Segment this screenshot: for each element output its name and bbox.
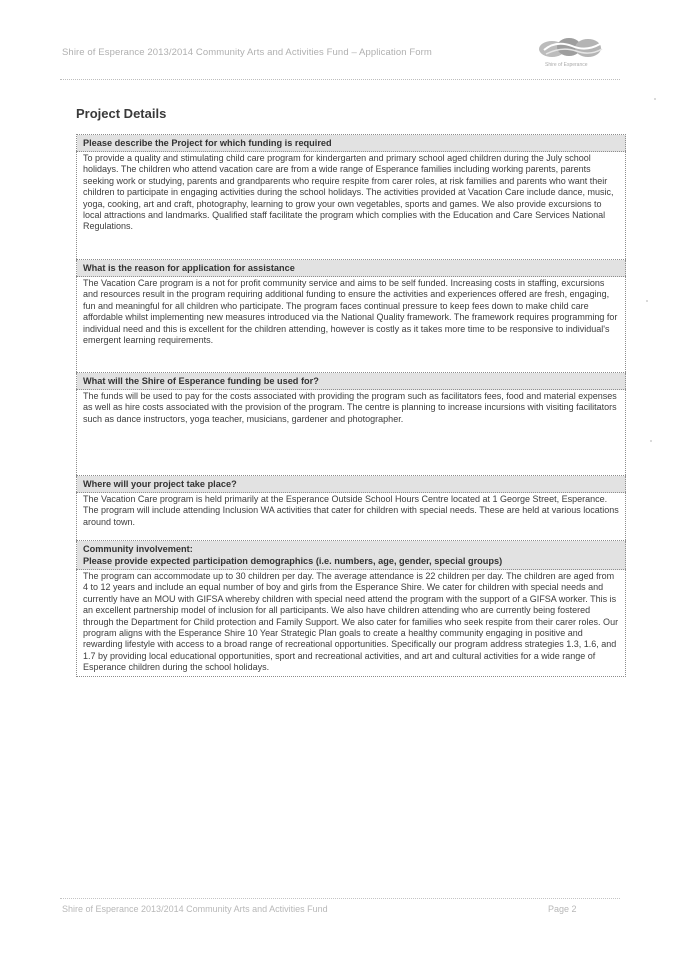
question-funding-use: What will the Shire of Esperance funding be used for?	[77, 373, 626, 390]
answer-community-involvement: The program can accommodate up to 30 children per day. The average attendance is 22 children per day. The children are aged from 4 to 12 years and include an equal number of boy and girls from the Esperance Shire. We cater for children with special needs and currently have an MOU with GIFSA whereby children with special need attend the program with the support of a GIFSA worker. This is an excellent partnership model of inclusion for all participants. We also have children attending who are currently being fostered through the Department for Child protection and Family Support. We also cater for families who seek respite from their carer roles. Our program aligns with the Esperance Shire 10 Year Strategic Plan goals to create a healthy community engaging in positive and rewarding lifestyle with access to a broad range of recreational opportunities. Specifically our program address strategies 1.3, 1.6, and 1.7 by providing local educational opportunities, sport and recreational activities, and art and cultural activities for a wide range of Esperance children during the school holidays.	[83, 571, 619, 673]
answer-funding-use: The funds will be used to pay for the costs associated with providing the program such as facilitators fees, food and material expenses as well as hire costs associated with the provision of the program. The centre is planning to increase incursions with visiting facilitators such as dance instructors, yoga teacher, musicians, gardener and photographer.	[77, 390, 626, 476]
answer-project-description: To provide a quality and stimulating child care program for kindergarten and primary school aged children during the July school holidays. The children who attend vacation care are from a wide range of Esperance families including working parents, parents seeking work or studying, parents and grandparents who require respite from carer roles, at risk families and parents who want their children to participate in engaging activities during the school holidays. The activities provided at Vacation Care include dance, music, yoga, cooking, art and craft, photography, learning to grow your own vegetables, sports and games. We also provide excursions to local attractions and landmarks. Qualified staff facilitate the program which complies with the Education and Care Services National Regulations.	[77, 152, 626, 260]
section-title: Project Details	[76, 106, 167, 121]
scan-speck	[654, 98, 656, 100]
question-community-involvement	[77, 541, 626, 570]
question-community-involvement-line2: Please provide expected participation demographics (i.e. numbers, age, gender, special groups)	[83, 556, 503, 566]
question-community-involvement-line1: Community involvement:	[83, 544, 193, 554]
scan-speck	[646, 300, 648, 302]
footer-divider	[60, 898, 620, 899]
answer-reason-for-application: The Vacation Care program is a not for profit community service and aims to be self funded. Increasing costs in staffing, excursions and resources result in the program requiring additional funding to ensure the activities and experiences offered are fresh, engaging, fun and meaningful for all children who participate. The program faces continual pressure to keep fees down to make child care affordable whilst implementing new measures introduced via the National Quality framework. The framework requires programming for individual need and this is excellent for the children attending, however is costly as it takes more time to be responsive to individual's emergent learning requirements.	[77, 277, 626, 373]
page-number: Page 2	[548, 904, 577, 914]
header-title: Shire of Esperance 2013/2014 Community Arts and Activities Fund – Application Form	[62, 47, 432, 58]
project-details-table	[76, 134, 626, 677]
answer-project-location: The Vacation Care program is held primarily at the Esperance Outside School Hours Centre located at 1 George Street, Esperance. The program will include attending Inclusion WA activities that cater for children with special needs. These are held at various locations around town.	[77, 493, 626, 541]
question-reason-for-application: What is the reason for application for assistance	[77, 260, 626, 277]
question-project-description: Please describe the Project for which funding is required	[77, 135, 626, 152]
header-divider	[60, 79, 620, 80]
scan-speck	[650, 440, 652, 442]
logo-caption: Shire of Esperance	[545, 62, 588, 68]
question-project-location: Where will your project take place?	[77, 476, 626, 493]
footer-title: Shire of Esperance 2013/2014 Community Arts and Activities Fund	[62, 904, 328, 914]
